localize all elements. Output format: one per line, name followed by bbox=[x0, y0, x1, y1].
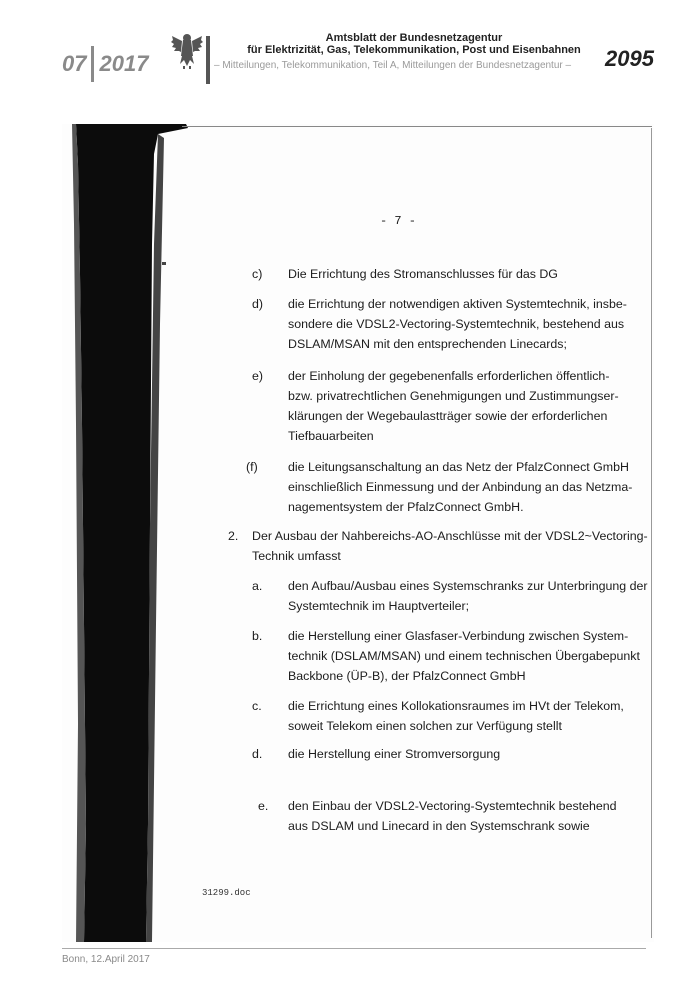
item-label: d. bbox=[252, 747, 263, 761]
list-item-text bbox=[288, 457, 633, 517]
document-reference: 31299.doc bbox=[202, 888, 251, 898]
text-line: Technik umfasst bbox=[252, 549, 341, 563]
text-line: einschließlich Einmessung und der Anbindung an das Netzma- bbox=[288, 480, 633, 494]
issue-number: 07 bbox=[62, 51, 87, 76]
item-label: d) bbox=[252, 297, 264, 311]
list-item-text bbox=[288, 744, 588, 764]
text-line: die Leitungsanschaltung an das Netz der PfalzConnect GmbH bbox=[288, 460, 629, 474]
gazette-subtitle: für Elektrizität, Gas, Telekommunikation, Post und Eisenbahnen bbox=[247, 44, 581, 56]
page-number: 2095 bbox=[605, 46, 654, 71]
section-label: 2. bbox=[228, 529, 239, 543]
scanned-page bbox=[62, 124, 654, 942]
footer-place-date: Bonn, 12.April 2017 bbox=[62, 954, 150, 965]
text-line: der Einholung der gegebenenfalls erforderlichen öffentlich- bbox=[288, 369, 610, 383]
issue-divider bbox=[91, 46, 94, 82]
text-line: die Herstellung einer Glasfaser-Verbindung zwischen System- bbox=[288, 629, 629, 643]
text-line: die Errichtung eines Kollokationsraumes im HVt der Telekom, bbox=[288, 699, 624, 713]
text-line: Der Ausbau der Nahbereichs-AO-Anschlüsse mit der VDSL2~Vectoring- bbox=[252, 529, 648, 543]
issue-year: 2017 bbox=[99, 51, 149, 76]
text-line: die Herstellung einer Stromversorgung bbox=[288, 747, 501, 761]
text-line: DSLAM/MSAN mit den entsprechenden Linecards; bbox=[288, 337, 567, 351]
list-item-text bbox=[288, 626, 640, 686]
list-item-text bbox=[288, 576, 648, 616]
text-line: Tiefbauarbeiten bbox=[288, 429, 374, 443]
list-item-text bbox=[288, 294, 627, 354]
text-line: sondere die VDSL2-Vectoring-Systemtechnik, bestehend aus bbox=[288, 317, 625, 331]
scan-page-marker: - 7 - bbox=[380, 214, 417, 228]
footer-rule bbox=[62, 948, 646, 949]
item-label: c) bbox=[252, 267, 263, 281]
section-text bbox=[252, 526, 648, 566]
section-subtitle: – Mitteilungen, Telekommunikation, Teil A, Mitteilungen der Bundesnetzagentur – bbox=[214, 60, 572, 71]
header-vertical-rule bbox=[206, 36, 210, 84]
list-item-text bbox=[288, 366, 619, 446]
item-label: c. bbox=[252, 699, 262, 713]
item-label: e. bbox=[258, 799, 269, 813]
text-line: den Aufbau/Ausbau eines Systemschranks zur Unterbringung der bbox=[288, 579, 648, 593]
text-line: Systemtechnik im Hauptverteiler; bbox=[288, 599, 470, 613]
text-line: Die Errichtung des Stromanschlusses für das DG bbox=[288, 267, 558, 281]
text-line: klärungen der Wegebaulastträger sowie der erforderlichen bbox=[288, 409, 608, 423]
text-line: den Einbau der VDSL2-Vectoring-Systemtechnik bestehend bbox=[288, 799, 617, 813]
item-label: e) bbox=[252, 369, 264, 383]
text-line: soweit Telekom einen solchen zur Verfügung stellt bbox=[288, 719, 562, 733]
list-item-text bbox=[288, 696, 624, 736]
gazette-title: Amtsblatt der Bundesnetzagentur bbox=[325, 32, 503, 44]
item-label: (f) bbox=[246, 460, 258, 474]
document-body bbox=[62, 124, 654, 942]
text-line: Backbone (ÜP-B), der PfalzConnect GmbH bbox=[288, 669, 526, 683]
text-line: die Errichtung der notwendigen aktiven Systemtechnik, insbe- bbox=[288, 297, 627, 311]
item-label: a. bbox=[252, 579, 263, 593]
issue-label bbox=[62, 46, 148, 82]
text-line: bzw. privatrechtlichen Genehmigungen und Zustimmungser- bbox=[288, 389, 619, 403]
federal-eagle-icon bbox=[170, 30, 204, 70]
list-item-text bbox=[288, 796, 617, 836]
text-line: nagementsystem der PfalzConnect GmbH. bbox=[288, 500, 524, 514]
item-label: b. bbox=[252, 629, 263, 643]
text-line: aus DSLAM und Linecard in den Systemschrank sowie bbox=[288, 819, 590, 833]
text-line: technik (DSLAM/MSAN) und einem technischen Übergabepunkt bbox=[288, 649, 640, 663]
list-item-text bbox=[288, 264, 588, 284]
